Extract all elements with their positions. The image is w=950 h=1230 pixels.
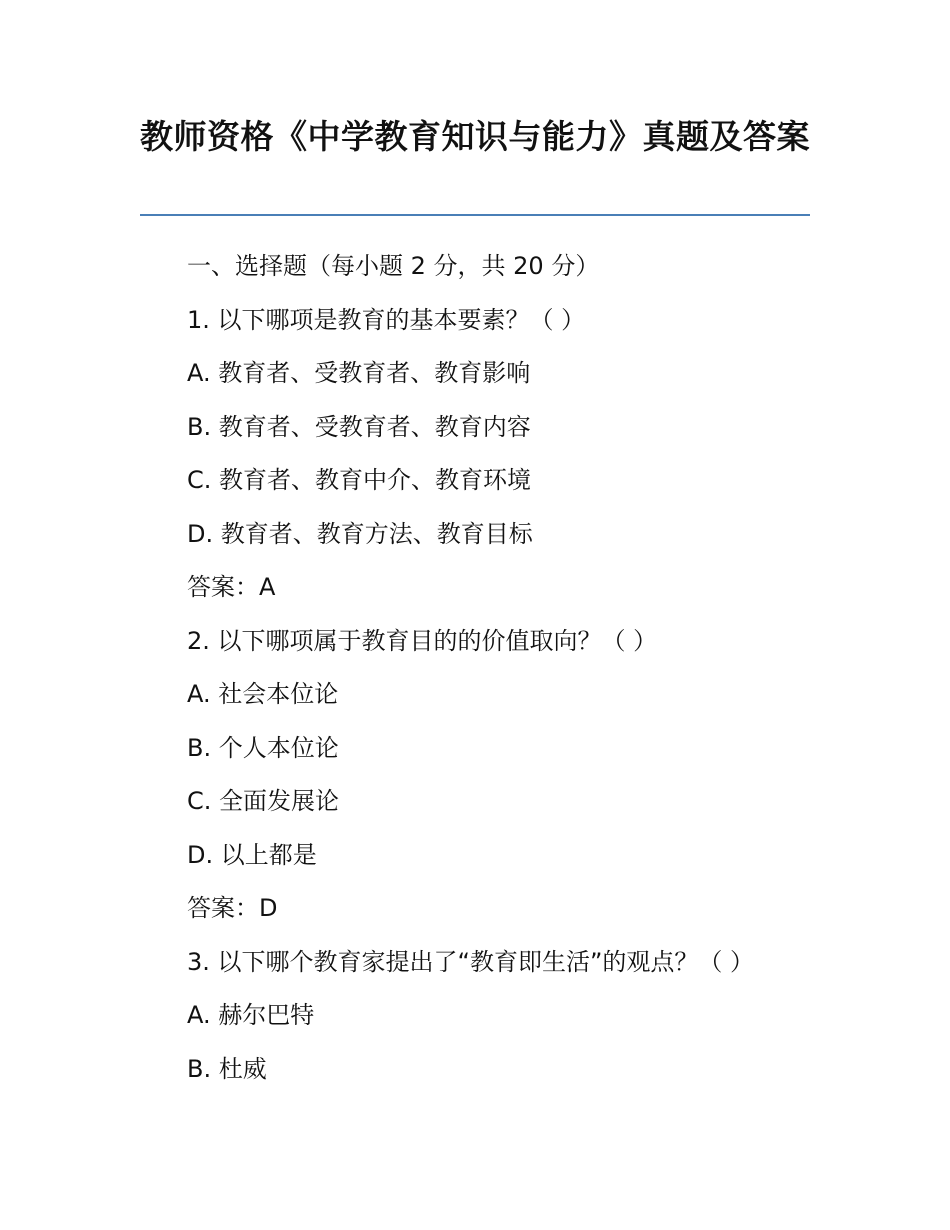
question-3-option-b: B. 杜威 [187,1054,267,1083]
question-1-option-b: B. 教育者、受教育者、教育内容 [187,412,531,441]
question-2-option-c: C. 全面发展论 [187,787,340,815]
question-2-option-b: B. 个人本位论 [187,733,339,762]
question-3: 3. 以下哪个教育家提出了“教育即生活”的观点？（ ） [187,947,755,976]
question-2-option-d: D. 以上都是 [187,840,317,869]
question-1: 1. 以下哪项是教育的基本要素？（ ） [187,305,586,334]
document-title: 教师资格《中学教育知识与能力》真题及答案 [140,117,810,156]
question-1-option-d: D. 教育者、教育方法、教育目标 [187,519,533,548]
section-heading: 一、选择题（每小题 2 分，共 20 分） [187,252,600,280]
question-1-option-a: A. 教育者、受教育者、教育影响 [187,359,531,387]
question-1-option-c: C. 教育者、教育中介、教育环境 [187,466,532,494]
title-underline [140,214,810,216]
question-2-answer: 答案：D [187,894,278,922]
question-2-option-a: A. 社会本位论 [187,680,339,708]
question-content [187,240,827,1096]
question-1-answer: 答案：A [187,573,276,601]
question-2: 2. 以下哪项属于教育目的的价值取向？（ ） [187,626,658,655]
question-3-option-a: A. 赫尔巴特 [187,1001,315,1029]
